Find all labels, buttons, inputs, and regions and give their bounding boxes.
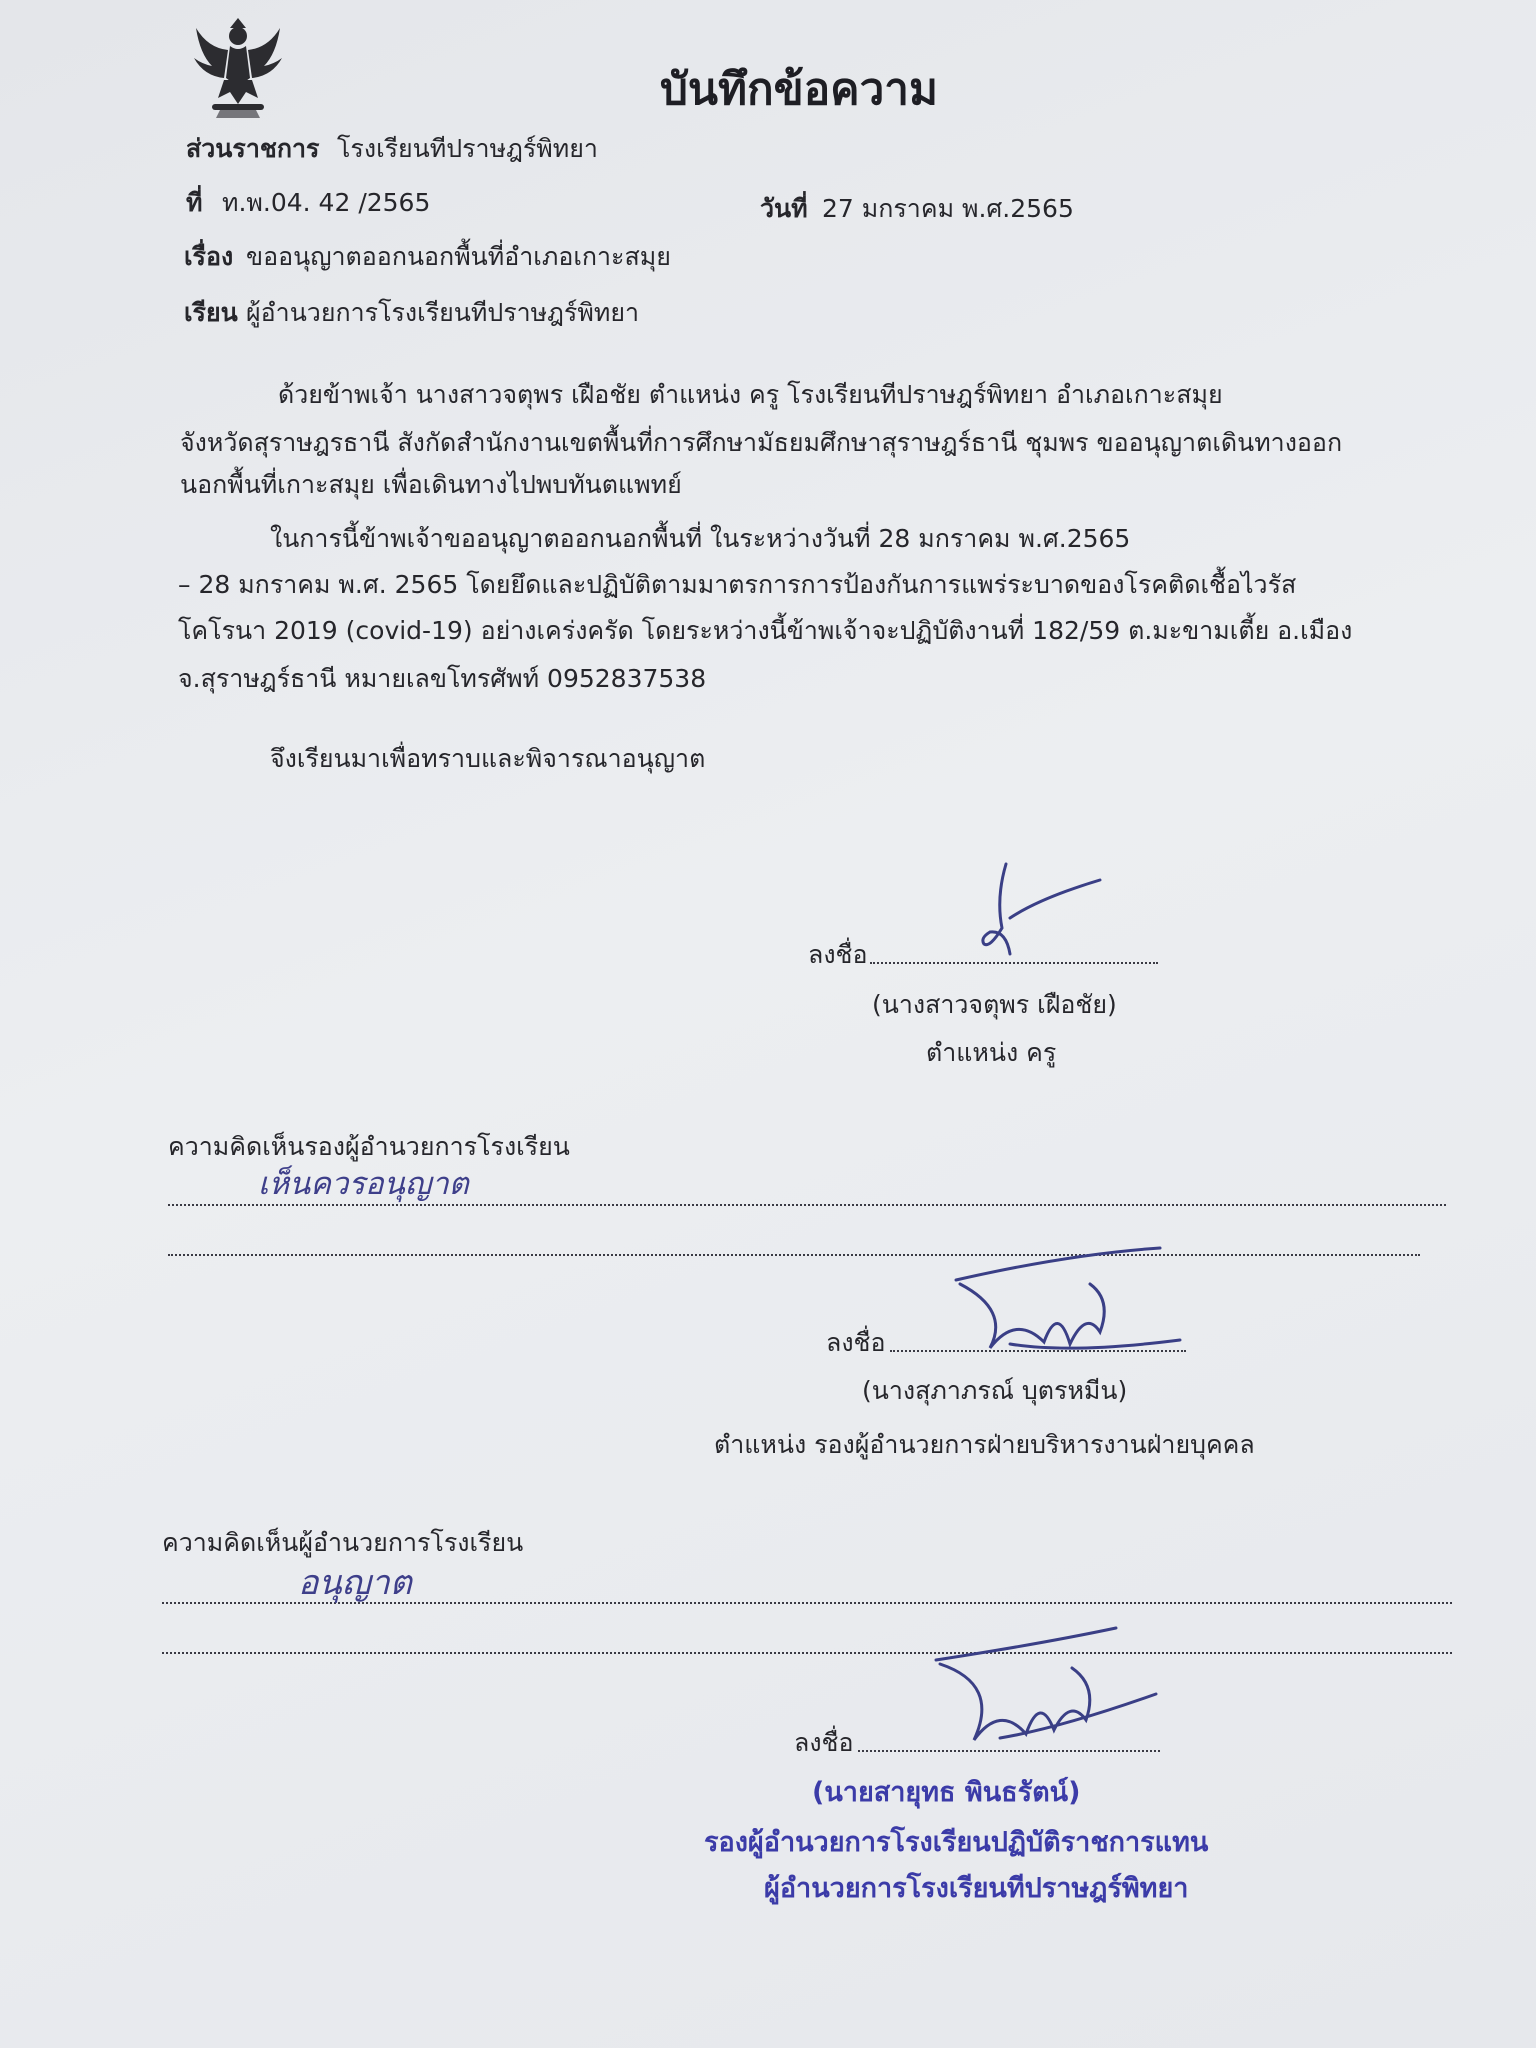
signer1-sign-label: ลงชื่อ (808, 940, 868, 969)
date-label: วันที่ (760, 194, 808, 223)
body-p2-line1: ในการนี้ข้าพเจ้าขออนุญาตออกนอกพื้นที่ ในระหว่างวันที่ 28 มกราคม พ.ศ.2565 (270, 524, 1131, 553)
garuda-emblem-icon (190, 18, 286, 118)
deputy-name: (นางสุภาภรณ์ บุตรหมีน) (862, 1376, 1128, 1405)
director-stamp-title: ผู้อำนวยการโรงเรียนทีปราษฎร์พิทยา (764, 1873, 1189, 1904)
ref-value: ท.พ.04. 42 /2565 (222, 188, 431, 217)
subject-label: เรื่อง (184, 242, 234, 271)
director-stamp-line: รองผู้อำนวยการโรงเรียนปฏิบัติราชการแทน (704, 1827, 1209, 1858)
to-label: เรียน (184, 298, 238, 327)
signer1-name: (นางสาวจตุพร เฝือชัย) (872, 990, 1117, 1019)
body-p1-line1: ด้วยข้าพเจ้า นางสาวจตุพร เฝือชัย ตำแหน่ง ครู โรงเรียนทีปราษฎร์พิทยา อำเภอเกาะสมุย (278, 380, 1223, 409)
director-opinion-label: ความคิดเห็นผู้อำนวยการโรงเรียน (162, 1528, 524, 1557)
body-p2-line2: – 28 มกราคม พ.ศ. 2565 โดยยึดและปฏิบัติตามมาตรการการป้องกันการแพร่ระบาดของโรคติดเชื้อไวรัส (178, 570, 1297, 599)
director-stamp-name: (นายสายุทธ พินธรัตน์) (812, 1777, 1081, 1808)
deputy-handwritten-opinion: เห็นควรอนุญาต (258, 1166, 469, 1202)
director-handwritten-opinion: อนุญาต (298, 1563, 412, 1603)
body-p2-line3: โคโรนา 2019 (covid-19) อย่างเคร่งครัด โดยระหว่างนี้ข้าพเจ้าจะปฏิบัติงานที่ 182/59 ต.มะขามเตี้ย อ.เมือง (178, 616, 1353, 645)
director-signature (930, 1624, 1160, 1764)
dept-value: โรงเรียนทีปราษฎร์พิทยา (337, 134, 598, 163)
subject-value: ขออนุญาตออกนอกพื้นที่อำเภอเกาะสมุย (246, 242, 671, 271)
deputy-opinion-label: ความคิดเห็นรองผู้อำนวยการโรงเรียน (168, 1132, 570, 1161)
deputy-opinion-line-1 (168, 1204, 1446, 1206)
ref-label: ที่ (186, 188, 203, 217)
director-sign-label: ลงชื่อ (794, 1728, 854, 1757)
deputy-position: ตำแหน่ง รองผู้อำนวยการฝ่ายบริหารงานฝ่ายบุคคล (714, 1430, 1255, 1459)
memo-title: บันทึกข้อความ (660, 64, 939, 115)
closing-text: จึงเรียนมาเพื่อทราบและพิจารณาอนุญาต (270, 744, 706, 773)
director-opinion-line-2 (162, 1652, 1452, 1654)
date-value: 27 มกราคม พ.ศ.2565 (822, 194, 1074, 223)
body-p1-line3: นอกพื้นที่เกาะสมุย เพื่อเดินทางไปพบทันตแพทย์ (180, 470, 682, 499)
deputy-signature (950, 1244, 1190, 1364)
signer1-signature (950, 858, 1110, 968)
to-value: ผู้อำนวยการโรงเรียนทีปราษฎร์พิทยา (246, 298, 640, 327)
signer1-position: ตำแหน่ง ครู (926, 1038, 1057, 1067)
body-p2-line4: จ.สุราษฎร์ธานี หมายเลขโทรศัพท์ 0952837538 (178, 664, 707, 693)
body-p1-line2: จังหวัดสุราษฎรธานี สังกัดสำนักงานเขตพื้นที่การศึกษามัธยมศึกษาสุราษฎร์ธานี ชุมพร ขออนุญาตเดินทางออก (180, 428, 1343, 457)
deputy-sign-label: ลงชื่อ (826, 1328, 886, 1357)
dept-label: ส่วนราชการ (186, 134, 320, 163)
deputy-opinion-line-2 (168, 1254, 1420, 1256)
